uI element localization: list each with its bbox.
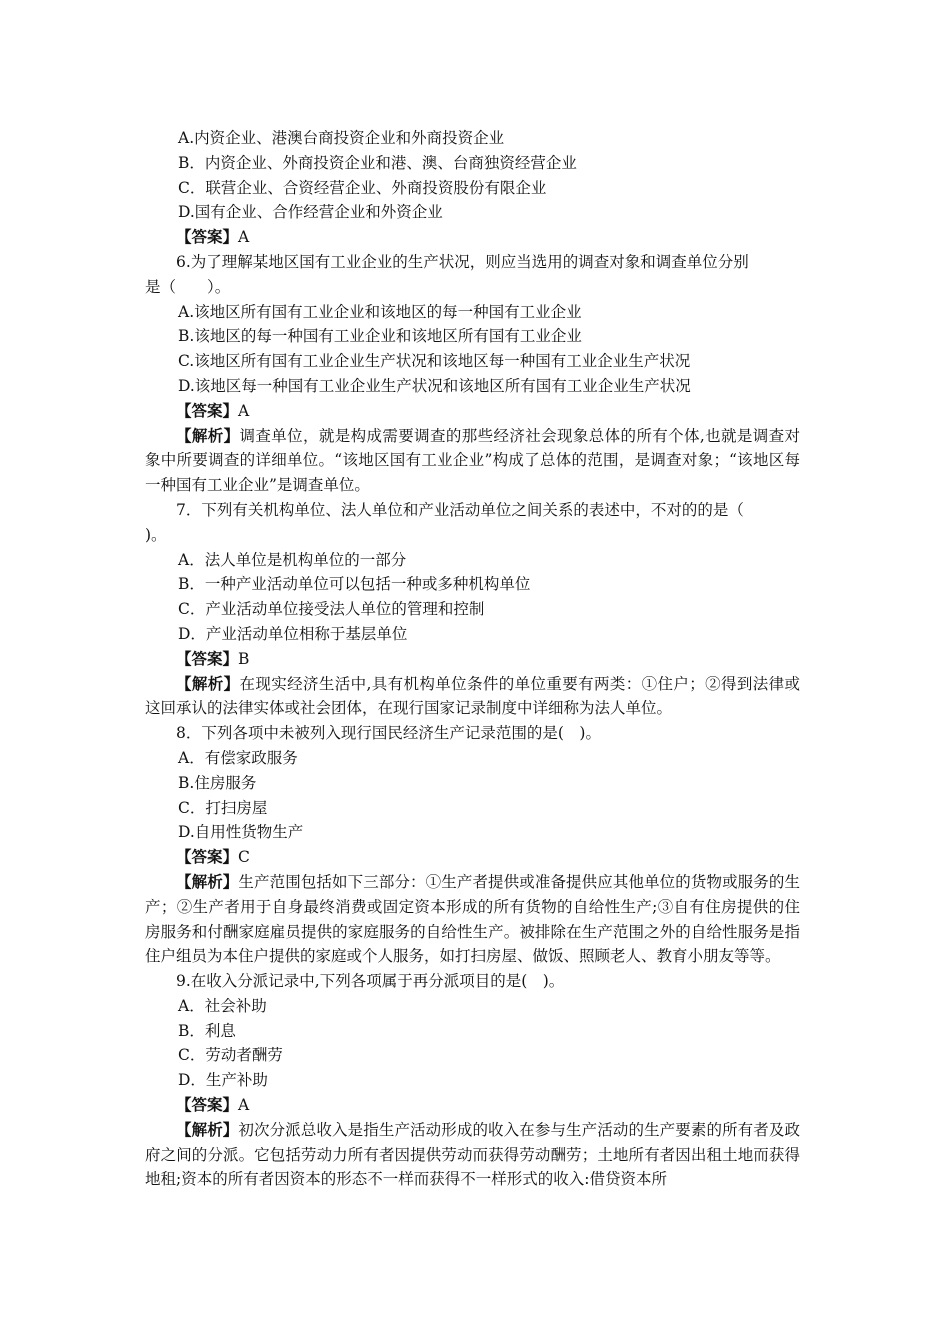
q5-option-a: A.内资企业、港澳台商投资企业和外商投资企业 [178,129,505,147]
analysis-label: 【解析】 [176,673,240,693]
analysis-label: 【解析】 [176,425,240,445]
analysis-text: 调查单位，就是构成需要调查的那些经济社会现象总体的所有个体,也就是调查对象中所要调查的详细单位。“该地区国有工业企业”构成了总体的范围，是调查对象；“该地区每一种国有工业企业”是调查单位。 [145,426,800,495]
answer-label: 【答案】 [176,1095,239,1115]
q7-option-a: A．法人单位是机构单位的一部分 [178,550,407,569]
q8-option-b: B.住房服务 [178,773,257,792]
q5-option-d: D.国有企业、合作经营企业和外资企业 [178,203,443,222]
q8-stem: 8．下列各项中未被列入现行国民经济生产记录范围的是( )。 [176,724,601,743]
q5-option-b: B．内资企业、外商投资企业和港、澳、台商独资经营企业 [178,153,577,172]
q7-answer [145,647,800,672]
q7-option-b: B．一种产业活动单位可以包括一种或多种机构单位 [178,575,531,594]
answer-value: B [238,649,250,668]
answer-value: A [238,401,250,420]
analysis-label: 【解析】 [176,871,239,891]
answer-label: 【答案】 [176,648,239,668]
q6-option-a: A.该地区所有国有工业企业和该地区的每一种国有工业企业 [178,302,582,321]
q9-answer [145,1093,800,1118]
q8-answer [145,845,800,870]
q9-option-b: B．利息 [178,1021,236,1040]
answer-value: A [238,228,250,247]
analysis-text: 在现实经济生活中,具有机构单位条件的单位重要有两类：①住户；②得到法律或这回承认的法律实体或社会团体，在现行国家记录制度中详细称为法人单位。 [145,674,800,718]
q6-option-c: C.该地区所有国有工业企业生产状况和该地区每一种国有工业企业生产状况 [178,352,691,371]
q6-stem-cont: 是（ ）。 [145,277,231,296]
q8-option-a: A．有偿家政服务 [178,748,298,767]
q9-stem: 9.在收入分派记录中,下列各项属于再分派项目的是( )。 [176,972,565,991]
q7-option-d: D．产业活动单位相称于基层单位 [178,624,408,643]
q8-analysis [145,870,800,969]
q6-stem: 6.为了理解某地区国有工业企业的生产状况，则应当选用的调查对象和调查单位分别 [176,252,749,271]
answer-value: A [238,1096,250,1115]
analysis-label: 【解析】 [176,1119,239,1139]
q7-stem: 7．下列有关机构单位、法人单位和产业活动单位之间关系的表述中，不对的的是（ [176,500,744,519]
q6-option-b: B.该地区的每一种国有工业企业和该地区所有国有工业企业 [178,327,582,346]
q7-stem-cont: )。 [145,525,167,544]
q6-answer [145,399,800,424]
q6-option-d: D.该地区每一种国有工业企业生产状况和该地区所有国有工业企业生产状况 [178,376,691,395]
analysis-text: 初次分派总收入是指生产活动形成的收入在参与生产活动的生产要素的所有者及政府之间的分派。它包括劳动力所有者因提供劳动而获得劳动酬劳；土地所有者因出租土地而获得地租;资本的所有者因资本的形态不一样而获得不一样形式的收入:借贷资本所 [145,1120,800,1189]
q5-answer [145,225,800,250]
q8-option-d: D.自用性货物生产 [178,823,304,842]
q6-analysis [145,424,800,498]
answer-label: 【答案】 [176,227,239,247]
q7-analysis [145,672,800,722]
answer-label: 【答案】 [176,847,239,867]
q9-option-d: D．生产补助 [178,1071,268,1090]
analysis-text: 生产范围包括如下三部分：①生产者提供或准备提供应其他单位的货物或服务的生产；②生产者用于自身最终消费或固定资本形成的所有货物的自给性生产;③自有住房提供的住房服务和付酬家庭雇员提供的家庭服务的自给性生产。被排除在生产范围之外的自给性服务是指住户组员为本住户提供的家庭或个人服务，如打扫房屋、做饭、照顾老人、教育小朋友等等。 [145,872,800,966]
q5-option-c: C．联营企业、合资经营企业、外商投资股份有限企业 [178,178,547,197]
answer-value: C [238,848,250,867]
q9-option-c: C．劳动者酬劳 [178,1046,283,1065]
q7-option-c: C．产业活动单位接受法人单位的管理和控制 [178,600,485,619]
q8-option-c: C．打扫房屋 [178,798,268,817]
answer-label: 【答案】 [176,400,239,420]
q9-option-a: A．社会补助 [178,996,267,1015]
q9-analysis [145,1118,800,1192]
